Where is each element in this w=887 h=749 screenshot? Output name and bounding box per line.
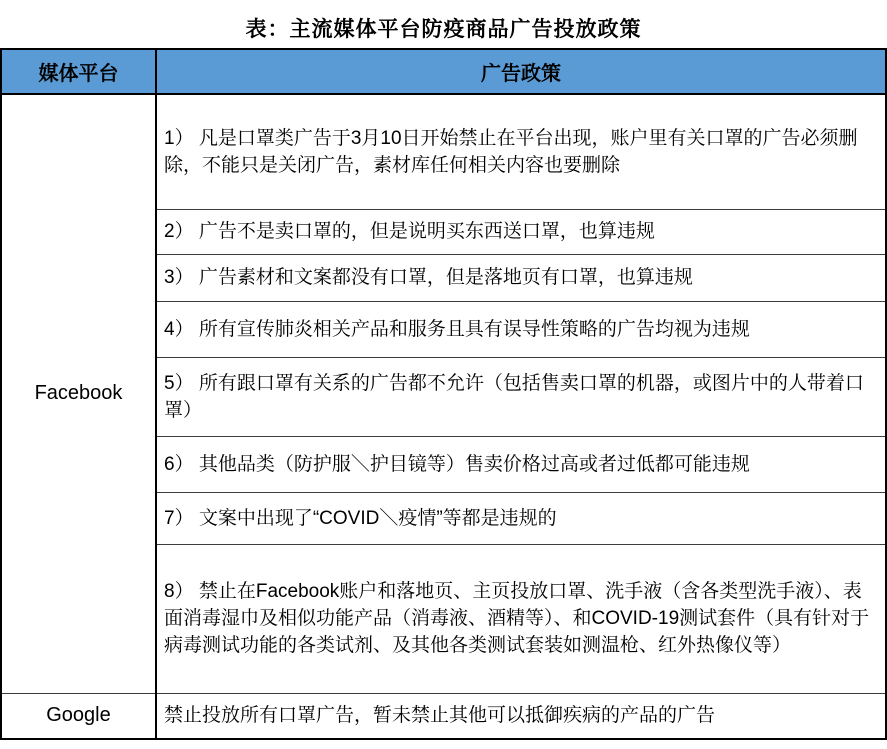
policy-cell-facebook-4: 4） 所有宣传肺炎相关产品和服务且具有误导性策略的广告均视为违规 xyxy=(156,301,886,357)
policy-cell-facebook-8: 8） 禁止在Facebook账户和落地页、主页投放口罩、洗手液（含各类型洗手液）、表面消毒湿巾及相似功能产品（消毒液、酒精等）、和COVID-19测试套件（具有针对于病毒测试功能的各类试剂、及其他各类测试套装如测温枪、红外热像仪等） xyxy=(156,544,886,693)
policy-cell-facebook-7: 7） 文案中出现了“COVID＼疫情”等都是违规的 xyxy=(156,492,886,544)
table-row xyxy=(1,94,886,209)
ad-policy-table xyxy=(0,48,887,740)
policy-cell-facebook-6: 6） 其他品类（防护服＼护目镜等）售卖价格过高或者过低都可能违规 xyxy=(156,436,886,492)
header-row xyxy=(1,49,886,94)
page-title: 表：主流媒体平台防疫商品广告投放政策 xyxy=(245,18,642,41)
column-header-policy: 广告政策 xyxy=(156,49,886,94)
policy-cell-google-1: 禁止投放所有口罩广告，暂未禁止其他可以抵御疾病的产品的广告 xyxy=(156,693,886,739)
column-header-platform: 媒体平台 xyxy=(1,49,156,94)
table-row xyxy=(1,693,886,739)
platform-cell-google: Google xyxy=(1,693,156,739)
policy-cell-facebook-5: 5） 所有跟口罩有关系的广告都不允许（包括售卖口罩的机器，或图片中的人带着口罩） xyxy=(156,357,886,436)
policy-cell-facebook-2: 2） 广告不是卖口罩的，但是说明买东西送口罩，也算违规 xyxy=(156,209,886,254)
platform-cell-facebook: Facebook xyxy=(1,94,156,693)
policy-cell-facebook-1: 1） 凡是口罩类广告于3月10日开始禁止在平台出现，账户里有关口罩的广告必须删除，不能只是关闭广告，素材库任何相关内容也要删除 xyxy=(156,94,886,209)
policy-cell-facebook-3: 3） 广告素材和文案都没有口罩，但是落地页有口罩，也算违规 xyxy=(156,254,886,301)
